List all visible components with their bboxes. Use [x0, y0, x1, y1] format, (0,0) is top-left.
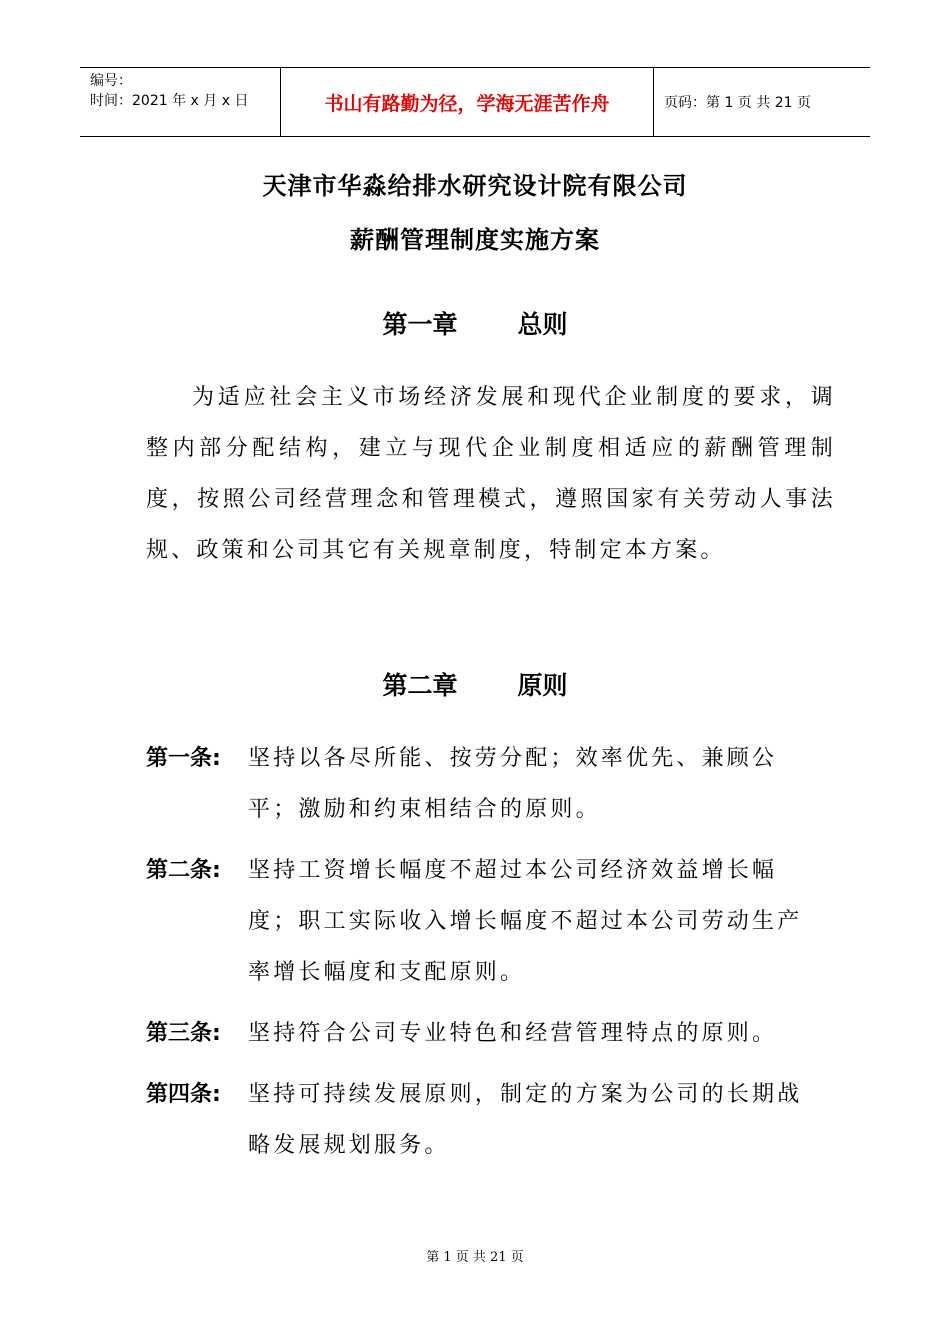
header-page-info: 页码：第 1 页 共 21 页 [664, 95, 811, 111]
article-text: 坚持符合公司专业特色和经营管理特点的原则。 [248, 1021, 778, 1046]
article-text: 坚持可持续发展原则，制定的方案为公司的长期战略发展规划服务。 [248, 1082, 803, 1158]
chapter1-paragraph: 为适应社会主义市场经济发展和现代企业制度的要求，调整内部分配结构，建立与现代企业制度相适应的薪酬管理制度，按照公司经营理念和管理模式，遵照国家有关劳动人事法规、政策和公司其它有关规章制度，特制定本方案。 [146, 385, 836, 563]
article-label: 第四条: [146, 1082, 221, 1107]
chapter-number: 第一章 [382, 310, 458, 339]
article-label: 第三条: [146, 1021, 221, 1046]
article-label: 第一条: [146, 746, 221, 771]
time-label: 时间：2021 年 x 月 x 日 [90, 93, 249, 109]
chapter-number: 第二章 [382, 671, 458, 700]
page-footer: 第 1 页 共 21 页 [426, 1250, 524, 1265]
article-1 [146, 733, 826, 835]
article-label: 第二条: [146, 858, 221, 883]
chapter-name: 原则 [517, 671, 568, 700]
article-2 [146, 845, 826, 998]
document-title-line1: 天津市华淼给排水研究设计院有限公司 [262, 172, 688, 200]
article-4 [146, 1069, 826, 1171]
chapter-heading-2 [0, 666, 950, 702]
header-motto: 书山有路勤为径，学海无涯苦作舟 [281, 68, 654, 136]
page-header [80, 67, 870, 137]
article-text: 坚持工资增长幅度不超过本公司经济效益增长幅度；职工实际收入增长幅度不超过本公司劳动生产率增长幅度和支配原则。 [248, 858, 803, 985]
article-3 [146, 1008, 826, 1059]
document-title-line2: 薪酬管理制度实施方案 [350, 226, 600, 254]
chapter-heading-1 [0, 305, 950, 341]
header-meta [80, 68, 281, 136]
chapter-name: 总则 [517, 310, 568, 339]
number-label: 编号： [90, 73, 132, 89]
article-text: 坚持以各尽所能、按劳分配；效率优先、兼顾公平；激励和约束相结合的原则。 [248, 746, 778, 822]
